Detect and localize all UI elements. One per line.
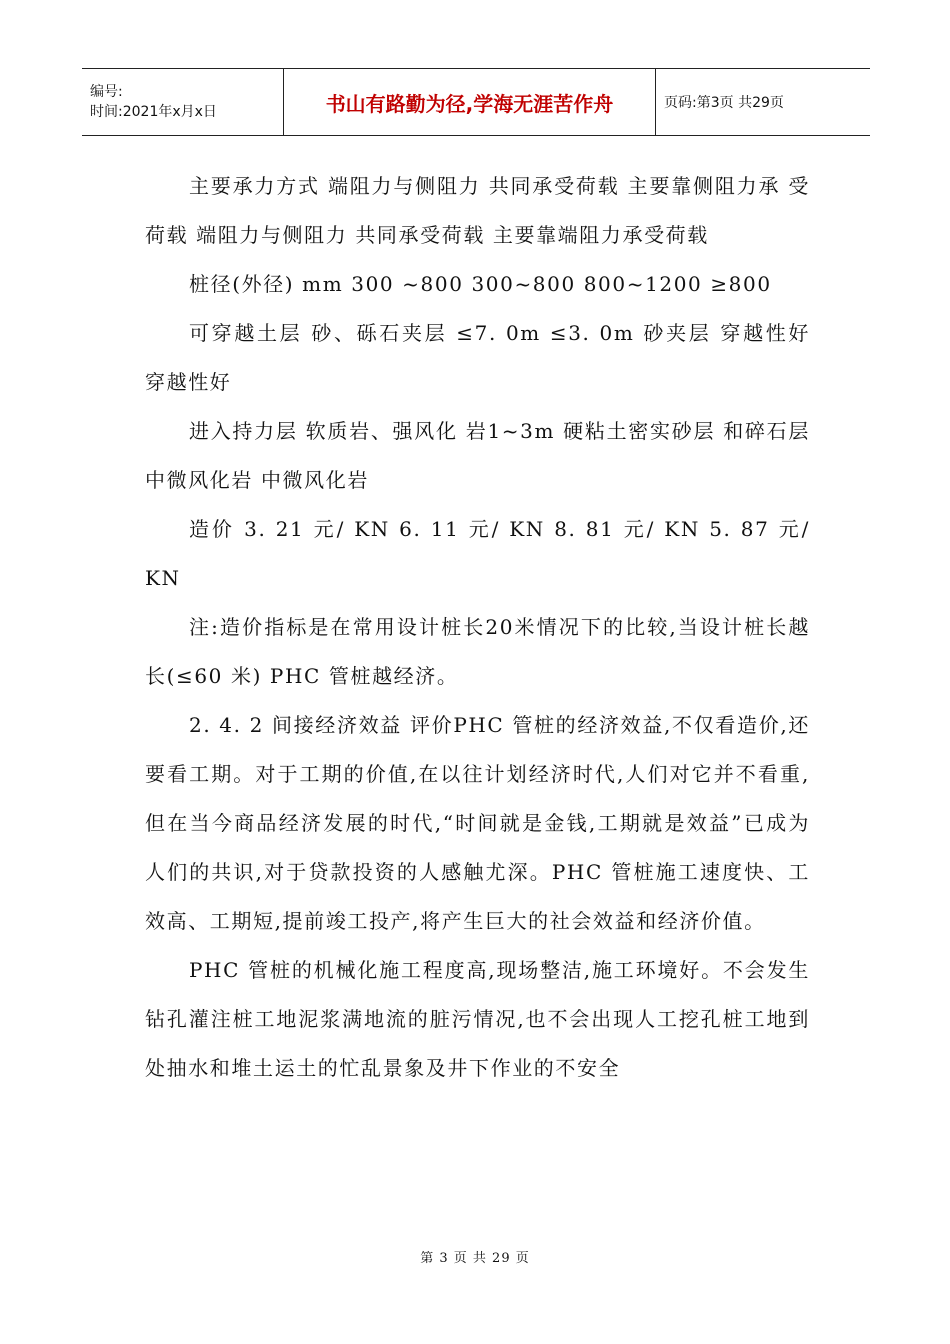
paragraph-cost-note: 注:造价指标是在常用设计桩长20米情况下的比较,当设计桩长越长(≤60 米) PHC 管桩越经济。 [145,615,810,688]
paragraph-penetrable-layers: 可穿越土层 砂、砾石夹层 ≤7. 0m ≤3. 0m 砂夹层 穿越性好 穿越性好 [145,321,810,394]
header-page-info: 页码:第3页 共29页 [664,95,784,111]
document-number-label: 编号: [90,84,123,100]
paragraph-pile-diameter: 桩径(外径) mm 300 ~800 300~800 800~1200 ≥800 [189,272,772,296]
paragraph-cost: 造价 3. 21 元/ KN 6. 11 元/ KN 8. 81 元/ KN 5. 87 元/ KN [145,517,810,590]
paragraph-construction-environment: PHC 管桩的机械化施工程度高,现场整洁,施工环境好。不会发生钻孔灌注桩工地泥浆满地流的脏污情况,也不会出现人工挖孔桩工地到处抽水和堆土运土的忙乱景象及井下作业的不安全 [145,958,810,1080]
header-meta [82,69,283,135]
paragraph-bearing-stratum: 进入持力层 软质岩、强风化 岩1~3m 硬粘土密实砂层 和碎石层 中微风化岩 中微风化岩 [145,419,810,492]
header-motto: 书山有路勤为径,学海无涯苦作舟 [283,69,656,135]
page-header [82,68,870,136]
page-footer: 第 3 页 共 29 页 [420,1251,530,1266]
paragraph-bearing-mode: 主要承力方式 端阻力与侧阻力 共同承受荷载 主要靠侧阻力承 受荷载 端阻力与侧阻力 共同承受荷载 主要靠端阻力承受荷载 [145,174,810,247]
document-date: 时间:2021年x月x日 [90,104,217,120]
paragraph-indirect-benefit: 2. 4. 2 间接经济效益 评价PHC 管桩的经济效益,不仅看造价,还要看工期。对于工期的价值,在以往计划经济时代,人们对它并不看重,但在当今商品经济发展的时代,“时间就是金钱,工期就是效益”已成为人们的共识,对于贷款投资的人感触尤深。PHC 管桩施工速度快、工效高、工期短,提前竣工投产,将产生巨大的社会效益和经济价值。 [145,713,810,933]
document-body [145,162,810,1093]
